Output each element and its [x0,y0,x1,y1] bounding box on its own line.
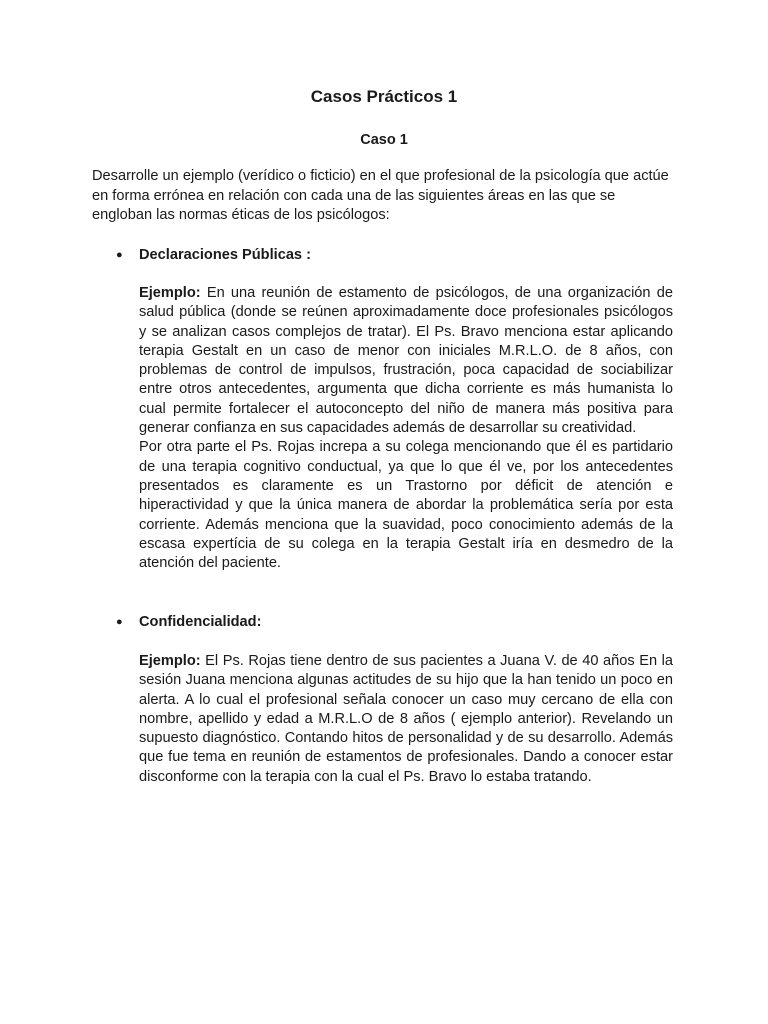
section-heading-confidencialidad: Confidencialidad: [139,614,262,630]
example-paragraph [139,652,673,787]
continuation-paragraph: Por otra parte el Ps. Rojas increpa a su colega mencionando que él es partidario de una terapia cognitivo conductual, ya que lo que él ve, por los antecedentes presentados es claramente es un Trastorno por déficit de atención e hiperactividad y que la única manera de abordar la problemática sería por esta corriente. Además menciona que la suavidad, poco conocimiento además de la escasa expertícia de su colega en la terapia Gestalt iría en desmedro de la atención del paciente. [139,439,673,572]
intro-paragraph: Desarrolle un ejemplo (verídico o ficticio) en el que profesional de la psicología que actúe en forma errónea en relación con cada una de las siguientes áreas en las que se engloban las normas éticas de los psicólogos: [92,168,669,223]
example-label: Ejemplo: [139,653,201,669]
example-text: El Ps. Rojas tiene dentro de sus pacientes a Juana V. de 40 años En la sesión Juana menciona algunas actitudes de su hijo que la han tenido un poco en alerta. A lo cual el profesional señala conocer un caso muy cercano de ella con nombre, apellido y edad a M.R.L.O de 8 años ( ejemplo anterior). Revelando un supuesto diagnóstico. Contando hitos de personalidad y de su desarrollo. Además que fue tema en reunión de estamentos de profesionales. Dando a conocer estar disconforme con la terapia con la cual el Ps. Bravo lo estaba tratando. [139,653,673,785]
example-label: Ejemplo: [139,285,201,301]
bullet-icon: ● [116,616,123,628]
section-body-confidencialidad [139,652,673,787]
document-title: Casos Prácticos 1 [310,87,458,106]
case-subtitle: Caso 1 [360,132,408,148]
example-paragraph [139,284,673,438]
section-body-declaraciones [139,284,673,573]
example-text: En una reunión de estamento de psicólogos, de una organización de salud pública (donde se reúnen aproximadamente doce profesionales psicólogos y se analizan casos complejos de tratar). El Ps. Bravo menciona estar aplicando terapia Gestalt en un caso de menor con iniciales M.R.L.O. de 8 años, con problemas de control de impulsos, frustración, poca capacidad de sociabilizar entre otros antecedentes, argumenta que dicha corriente es más humanista lo cual permite fortalecer el autoconcepto del niño de manera más positiva para generar confianza en sus capacidades además de desarrollar su creatividad. [139,285,673,437]
bullet-icon: ● [116,249,123,261]
section-heading-declaraciones: Declaraciones Públicas : [139,247,311,263]
